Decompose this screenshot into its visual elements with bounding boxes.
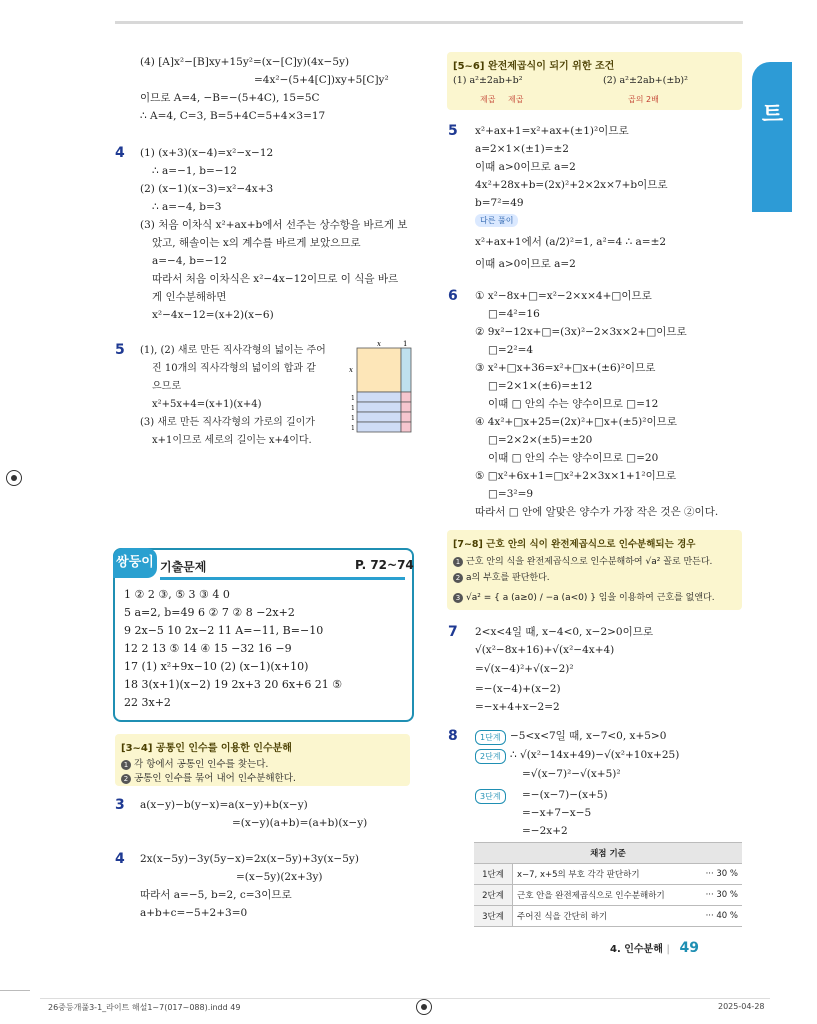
rect-strip bbox=[357, 402, 401, 412]
solution-line: √(x²−8x+16)+√(x²−4x+4) bbox=[475, 644, 615, 656]
solution-line: =−2x+2 bbox=[522, 825, 568, 837]
solution-line: ∴ a=−4, b=3 bbox=[152, 201, 222, 213]
unit-square bbox=[401, 392, 411, 402]
rect-strip bbox=[357, 412, 401, 422]
label-x-top: x bbox=[377, 340, 381, 348]
tip-text: a의 부호를 판단한다. bbox=[466, 573, 550, 583]
question-number: 5 bbox=[448, 123, 458, 139]
step-tag bbox=[475, 730, 506, 745]
answer-row: 5 a=2, b=49 6 ② 7 ② 8 −2x+2 bbox=[124, 606, 295, 619]
rubric-desc: x−7, x+5의 부호 각각 판단하기 bbox=[513, 864, 695, 885]
solution-line: ① x²−8x+□=x²−2×x×4+□이므로 bbox=[475, 290, 652, 302]
solution-line: =√(x−7)²−√(x+5)² bbox=[522, 768, 621, 780]
label-1: 1 bbox=[351, 405, 355, 412]
formula-2: (2) a²±2ab+(±b)² bbox=[603, 75, 688, 86]
solution-line: 따라서 a=−5, b=2, c=3이므로 bbox=[140, 889, 292, 901]
exam-title: 기출문제 bbox=[160, 560, 207, 574]
answer-row: 18 3(x+1)(x−2) 19 2x+3 20 6x+6 21 ⑤ bbox=[124, 678, 343, 691]
solution-line: (2) (x−1)(x−3)=x²−4x+3 bbox=[140, 183, 274, 195]
solution-line: a=−4, b=−12 bbox=[152, 255, 227, 267]
label-1: 1 bbox=[351, 425, 355, 432]
solution-line: =−(x−7)−(x+5) bbox=[522, 789, 608, 801]
table-row bbox=[474, 906, 742, 927]
label-1: 1 bbox=[351, 395, 355, 402]
tip-line bbox=[453, 590, 715, 603]
rubric-points: ··· 30 % bbox=[694, 885, 742, 906]
solution-line: □=2²=4 bbox=[488, 344, 534, 356]
solution-line: x+1이므로 세로의 길이는 x+4이다. bbox=[152, 435, 312, 446]
solution-line: ⑤ □x²+6x+1=□x²+2×3x×1+1²이므로 bbox=[475, 470, 677, 482]
solution-line: ∴ √(x²−14x+49)−√(x²+10x+25) bbox=[510, 749, 680, 761]
answer-row: 9 2x−5 10 2x−2 11 A=−11, B=−10 bbox=[124, 624, 324, 637]
solution-line: (1), (2) 새로 만든 직사각형의 넓이는 주어 bbox=[140, 345, 326, 356]
rubric-desc: 근호 안을 완전제곱식으로 인수분해하기 bbox=[513, 885, 695, 906]
rubric-step: 1단계 bbox=[474, 864, 513, 885]
solution-line: 4x²+28x+b=(2x)²+2×2x×7+b이므로 bbox=[475, 179, 668, 191]
solution-line: =−x+4+x−2=2 bbox=[475, 701, 560, 713]
label-1: 1 bbox=[351, 415, 355, 422]
question-number: 7 bbox=[448, 624, 458, 640]
solution-line: x²+5x+4=(x+1)(x+4) bbox=[152, 399, 262, 410]
square-x2 bbox=[357, 348, 401, 392]
rubric-desc: 주어진 식을 간단히 하기 bbox=[513, 906, 695, 927]
bullet-2-icon: 2 bbox=[121, 774, 131, 784]
question-number: 3 bbox=[115, 797, 125, 813]
formula-label: 제곱 bbox=[508, 95, 524, 104]
tip-line bbox=[453, 554, 712, 567]
footer-rule bbox=[0, 990, 30, 991]
solution-line: (1) (x+3)(x−4)=x²−x−12 bbox=[140, 147, 274, 159]
solution-line: x²−4x−12=(x+2)(x−6) bbox=[152, 309, 274, 321]
solution-line: =√(x−4)²+√(x−2)² bbox=[475, 663, 574, 675]
footer-filename: 26중등개풀3-1_라이트 해설1~7(017~088).indd 49 bbox=[48, 1003, 241, 1012]
solution-line: (4) [A]x²−[B]xy+15y²=(x−[C]y)(4x−5y) bbox=[140, 56, 350, 68]
question-number: 4 bbox=[115, 851, 125, 867]
question-number: 5 bbox=[115, 342, 125, 358]
solution-line: □=4²=16 bbox=[488, 308, 540, 320]
solution-line: (3) 새로 만든 직사각형의 가로의 길이가 bbox=[140, 417, 315, 428]
solution-line: 따라서 □ 안에 알맞은 양수가 가장 작은 것은 ②이다. bbox=[475, 506, 719, 518]
side-tab-label: 유형 라이트 bbox=[758, 102, 814, 198]
tip-line bbox=[121, 770, 296, 784]
solution-line: 2<x<4일 때, x−4<0, x−2>0이므로 bbox=[475, 626, 654, 638]
tip-text: √a² = { a (a≥0) / −a (a<0) } 임을 이용하여 근호를 없앤다. bbox=[466, 593, 715, 603]
rubric-step: 2단계 bbox=[474, 885, 513, 906]
chapter-side-tab bbox=[752, 62, 814, 212]
bullet-2-icon: 2 bbox=[453, 573, 463, 583]
label-1-top: 1 bbox=[403, 340, 408, 348]
section-name: 4. 인수분해 bbox=[610, 944, 663, 955]
solution-line: 이때 a>0이므로 a=2 bbox=[475, 161, 576, 173]
top-rule bbox=[115, 21, 743, 24]
rubric-step: 3단계 bbox=[474, 906, 513, 927]
answer-row: 17 (1) x²+9x−10 (2) (x−1)(x+10) bbox=[124, 660, 309, 673]
label-x-side: x bbox=[349, 366, 353, 374]
solution-line: x²+ax+1에서 (a/2)²=1, a²=4 ∴ a=±2 bbox=[475, 236, 667, 248]
question-number: 8 bbox=[448, 728, 458, 744]
footer-line bbox=[40, 998, 770, 999]
solution-line: 이때 □ 안의 수는 양수이므로 □=12 bbox=[488, 398, 659, 410]
solution-line: x²+ax+1=x²+ax+(±1)²이므로 bbox=[475, 125, 629, 137]
bullet-3-icon: 3 bbox=[453, 593, 463, 603]
solution-line: −5<x<7일 때, x−7<0, x+5>0 bbox=[510, 730, 667, 742]
solution-line: a=2×1×(±1)=±2 bbox=[475, 143, 569, 155]
solution-line: ∴ A=4, C=3, B=5+4C=5+4×3=17 bbox=[140, 110, 326, 122]
tip-text: 근호 안의 식을 완전제곱식으로 인수분해하여 √a² 꼴로 만든다. bbox=[466, 557, 713, 567]
step-2-tag: 2단계 bbox=[475, 749, 506, 764]
exam-title-rule bbox=[160, 577, 405, 580]
answer-row: 22 3x+2 bbox=[124, 696, 171, 709]
page-marker bbox=[610, 940, 699, 956]
solution-line: 이때 a>0이므로 a=2 bbox=[475, 258, 576, 270]
tip-line bbox=[121, 756, 268, 770]
solution-line: =(x−y)(a+b)=(a+b)(x−y) bbox=[232, 817, 368, 829]
registration-mark-icon bbox=[6, 470, 22, 486]
solution-line: =−x+7−x−5 bbox=[522, 807, 592, 819]
alt-solution-tag bbox=[475, 214, 518, 227]
solution-line: 으므로 bbox=[152, 381, 181, 392]
solution-line: □=2×1×(±6)=±12 bbox=[488, 380, 593, 392]
rubric-header: 채점 기준 bbox=[474, 843, 742, 864]
table-row bbox=[474, 885, 742, 906]
exam-badge: 쌍둥이 bbox=[113, 548, 157, 578]
solution-line: =(x−5y)(2x+3y) bbox=[236, 871, 323, 883]
grading-rubric-table bbox=[474, 842, 742, 927]
solution-line: ∴ a=−1, b=−12 bbox=[152, 165, 237, 177]
solution-line: 진 10개의 직사각형의 넓이의 합과 같 bbox=[152, 363, 316, 374]
rect-x-by-1 bbox=[401, 348, 411, 392]
step-tag bbox=[475, 749, 506, 764]
question-number: 4 bbox=[115, 145, 125, 161]
solution-line: =4x²−(5+4[C])xy+5[C]y² bbox=[254, 74, 389, 86]
rect-strip bbox=[357, 392, 401, 402]
step-1-tag: 1단계 bbox=[475, 730, 506, 745]
solution-line: 이때 □ 안의 수는 양수이므로 □=20 bbox=[488, 452, 659, 464]
tip-title: [5~6] 완전제곱식이 되기 위한 조건 bbox=[453, 61, 615, 72]
formula-1: (1) a²±2ab+b² bbox=[453, 75, 523, 86]
tip-text: 각 항에서 공통인 인수를 찾는다. bbox=[134, 759, 269, 770]
unit-square bbox=[401, 422, 411, 432]
formula-label: 곱의 2배 bbox=[628, 95, 659, 104]
exam-page-range: P. 72~74 bbox=[355, 558, 414, 572]
solution-line: 았고, 해솔이는 x의 계수를 바르게 보았으므로 bbox=[152, 237, 361, 249]
tip-text: 공통인 인수를 묶어 내어 인수분해한다. bbox=[134, 773, 296, 784]
answer-row: 1 ② 2 ③, ⑤ 3 ③ 4 0 bbox=[124, 588, 230, 601]
solution-line: a(x−y)−b(y−x)=a(x−y)+b(x−y) bbox=[140, 799, 308, 811]
step-3-tag: 3단계 bbox=[475, 789, 506, 804]
unit-square bbox=[401, 412, 411, 422]
solution-line: 이므로 A=4, −B=−(5+4C), 15=5C bbox=[140, 92, 320, 104]
separator: | bbox=[666, 944, 671, 955]
rect-strip bbox=[357, 422, 401, 432]
rectangle-figure bbox=[345, 340, 415, 440]
registration-mark-icon bbox=[416, 999, 432, 1015]
bullet-1-icon: 1 bbox=[453, 557, 463, 567]
solution-line: b=7²=49 bbox=[475, 197, 524, 209]
tip-title: [3~4] 공통인 인수를 이용한 인수분해 bbox=[121, 743, 292, 754]
solution-line: □=2×2×(±5)=±20 bbox=[488, 434, 593, 446]
tip-line bbox=[453, 570, 550, 583]
bullet-1-icon: 1 bbox=[121, 760, 131, 770]
solution-line: 2x(x−5y)−3y(5y−x)=2x(x−5y)+3y(x−5y) bbox=[140, 853, 359, 865]
solution-line: a+b+c=−5+2+3=0 bbox=[140, 907, 248, 919]
alt-tag-label: 다른 풀이 bbox=[475, 214, 518, 227]
solution-line: 따라서 처음 이차식은 x²−4x−12이므로 이 식을 바르 bbox=[152, 273, 399, 285]
rubric-points: ··· 40 % bbox=[694, 906, 742, 927]
solution-line: ③ x²+□x+36=x²+□x+(±6)²이므로 bbox=[475, 362, 656, 374]
table-row bbox=[474, 864, 742, 885]
solution-line: ④ 4x²+□x+25=(2x)²+□x+(±5)²이므로 bbox=[475, 416, 677, 428]
page-number: 49 bbox=[679, 940, 699, 956]
tip-title: [7~8] 근호 안의 식이 완전제곱식으로 인수분해되는 경우 bbox=[453, 539, 696, 550]
formula-label: 제곱 bbox=[480, 95, 496, 104]
unit-square bbox=[401, 402, 411, 412]
question-number: 6 bbox=[448, 288, 458, 304]
solution-line: =−(x−4)+(x−2) bbox=[475, 683, 561, 695]
solution-line: □=3²=9 bbox=[488, 488, 534, 500]
footer-date: 2025-04-28 bbox=[718, 1002, 765, 1011]
rubric-points: ··· 30 % bbox=[694, 864, 742, 885]
solution-line: ② 9x²−12x+□=(3x)²−2×3x×2+□이므로 bbox=[475, 326, 687, 338]
solution-line: 게 인수분해하면 bbox=[152, 291, 227, 303]
answer-row: 12 2 13 ⑤ 14 ④ 15 −32 16 −9 bbox=[124, 642, 292, 655]
solution-line: (3) 처음 이차식 x²+ax+b에서 선주는 상수항을 바르게 보 bbox=[140, 219, 408, 231]
step-tag bbox=[475, 789, 506, 804]
